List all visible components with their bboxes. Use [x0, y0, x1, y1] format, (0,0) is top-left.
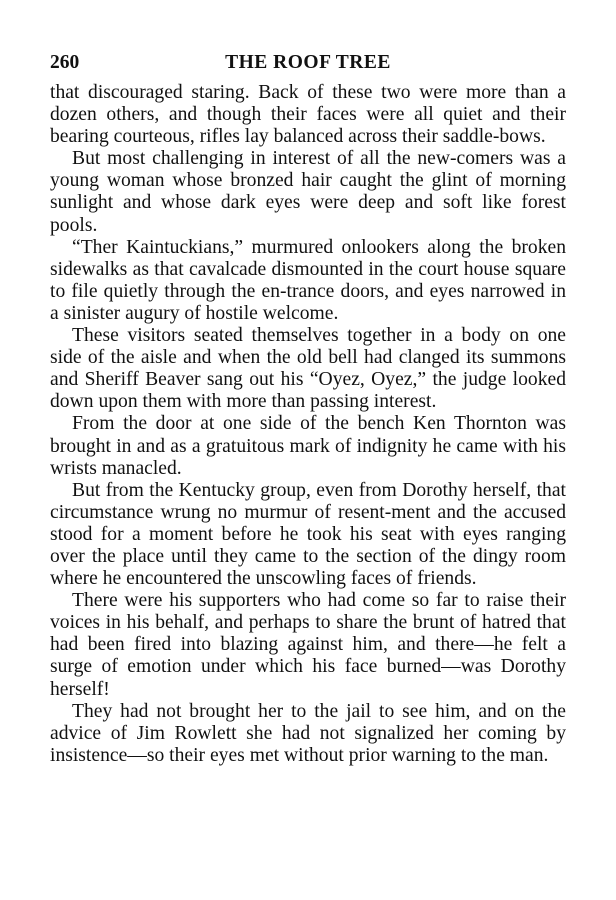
- running-title: THE ROOF TREE: [225, 52, 391, 73]
- paragraph: These visitors seated themselves together in a body on one side of the aisle and when the old bell had clanged its summons and Sheriff Beaver sang out his “Oyez, Oyez,” the judge looked down upon them with more than passing interest.: [50, 325, 566, 413]
- paragraph: From the door at one side of the bench Ken Thornton was brought in and as a gratuitous mark of indignity he came with his wrists manacled.: [50, 413, 566, 479]
- paragraph: There were his supporters who had come so far to raise their voices in his behalf, and perhaps to share the brunt of hatred that had been fired into blazing against him, and there—he felt a surge of emotion under which his face burned—was Dorothy herself!: [50, 590, 566, 700]
- paragraph: that discouraged staring. Back of these two were more than a dozen others, and though their faces were all quiet and their bearing courteous, rifles lay balanced across their saddle-bows.: [50, 82, 566, 148]
- paragraph: But most challenging in interest of all the new-comers was a young woman whose bronzed hair caught the glint of morning sunlight and whose dark eyes were deep and soft like forest pools.: [50, 148, 566, 236]
- page-number: 260: [50, 52, 80, 73]
- paragraph: “Ther Kaintuckians,” murmured onlookers along the broken sidewalks as that cavalcade dismounted in the court house square to file quietly through the en-trance doors, and eyes narrowed in a sinister augury of hostile welcome.: [50, 236, 566, 324]
- paragraph: But from the Kentucky group, even from Dorothy herself, that circumstance wrung no murmur of resent-ment and the accused stood for a moment before he took his seat with eyes ranging over the place until they came to the section of the dingy room where he encountered the unscowling faces of friends.: [50, 479, 566, 590]
- paragraph: They had not brought her to the jail to see him, and on the advice of Jim Rowlett she had not signalized her coming by insistence—so their eyes met without prior warning to the man.: [50, 700, 566, 766]
- body-text: [50, 82, 566, 767]
- page-header: [50, 52, 566, 82]
- book-page: [50, 52, 566, 767]
